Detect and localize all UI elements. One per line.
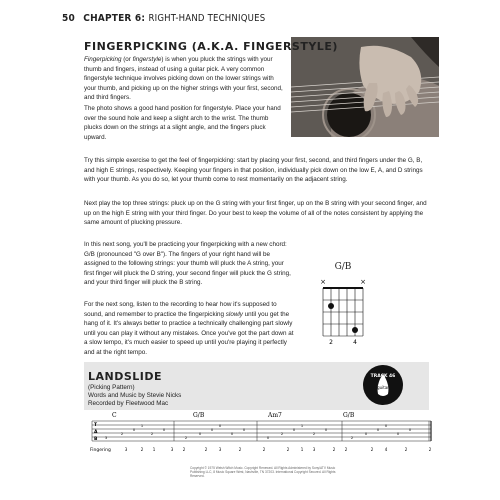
fingering-number: 2 <box>344 447 348 452</box>
term-fingerstyle: fingerstyle <box>132 56 162 63</box>
chord-dot-b-string <box>352 327 358 333</box>
practice-paragraph <box>84 300 294 358</box>
track-subtitle: guitar <box>377 385 389 390</box>
tab-chord-c: C <box>112 412 117 419</box>
svg-text:0: 0 <box>364 432 368 436</box>
svg-text:2: 2 <box>120 432 124 436</box>
tab-chord-am7: Am7 <box>268 412 282 419</box>
fingering-number: 3 <box>218 447 222 452</box>
photo-description-paragraph: The photo shows a good hand position for fingerstyle. Place your hand over the sound hole and keep a slight arch to the wrist. The thumb plucks down on the strings at a slight angle, and the fingers pluck upward. <box>84 105 281 141</box>
svg-text:2: 2 <box>280 432 284 436</box>
svg-text:B: B <box>94 437 98 442</box>
svg-text:0: 0 <box>198 432 202 436</box>
practice-emphasis: slowly <box>225 310 243 318</box>
chapter-label: CHAPTER 6: <box>83 13 146 24</box>
svg-text:0: 0 <box>292 428 296 432</box>
svg-text:2: 2 <box>150 432 154 436</box>
finger-number-2: 4 <box>353 339 357 346</box>
svg-text:0: 0 <box>210 428 214 432</box>
practice-text-b: until you get the hang of it. It's always better to practice a technically challenging part slowly until you can play it without any mistakes. Once you've got the part down at a slow tempo, it's much easier to speed up until you're playing it perfectly and at the right tempo. <box>84 310 294 356</box>
muted-string-low-e: × <box>320 278 326 286</box>
chord-grid <box>313 262 373 346</box>
fingering-number: 2 <box>404 447 408 452</box>
svg-text:0: 0 <box>162 428 166 432</box>
svg-text:0: 0 <box>132 428 136 432</box>
muted-string-high-e: × <box>360 278 366 286</box>
song-subtitle: (Picking Pattern) <box>88 384 135 391</box>
svg-text:0: 0 <box>242 428 246 432</box>
intro-paragraph <box>84 55 284 103</box>
section-title: FINGERPICKING (A.K.A. FINGERSTYLE) <box>84 40 338 53</box>
svg-text:0: 0 <box>384 424 388 428</box>
chord-dot-a-string <box>328 303 334 309</box>
fingering-number: 1 <box>152 447 156 452</box>
copyright-notice: Copyright © 1975 Welsh Witch Music. Copyright Renewed. All Rights Administered by Sony/ATV Music Publishing LLC, 8 Music Square West, Nashville, TN 37203. International Copyright Secured. All Rights Reserved. <box>190 466 336 478</box>
svg-text:0: 0 <box>396 432 400 436</box>
fingering-number: 4 <box>384 447 388 452</box>
svg-text:2: 2 <box>184 436 188 440</box>
song-title: LANDSLIDE <box>88 370 163 383</box>
fingering-number: 2 <box>286 447 290 452</box>
svg-text:0: 0 <box>408 428 412 432</box>
running-header <box>62 13 265 24</box>
fingering-number: 2 <box>370 447 374 452</box>
fingering-number: 2 <box>262 447 266 452</box>
page-number: 50 <box>62 13 75 24</box>
fingering-number: 1 <box>300 447 304 452</box>
finger-number-1: 2 <box>329 339 333 346</box>
track-icon <box>362 364 404 406</box>
fingering-number: 2 <box>238 447 242 452</box>
fingering-number: 3 <box>170 447 174 452</box>
svg-text:A: A <box>94 430 98 435</box>
practice-text-a: For the next song, listen to the recording to hear how it's supposed to sound, and remember to practice the fingerpicking <box>84 301 277 318</box>
chord-name: G/B <box>334 262 352 272</box>
song-recorded-by: Recorded by Fleetwood Mac <box>88 400 169 407</box>
svg-text:3: 3 <box>104 436 108 440</box>
fingering-number: 2 <box>204 447 208 452</box>
svg-text:0: 0 <box>376 428 380 432</box>
tab-staff <box>90 412 435 456</box>
svg-text:0: 0 <box>324 428 328 432</box>
intro-text-b: ) is when you pluck the strings with your thumb and fingers, instead of using a guitar pick. A very common fingerstyle technique involves picking down on the lower strings with your thumb, and picking up on the higher strings with your first, second, and third fingers. <box>84 56 283 102</box>
svg-text:0: 0 <box>230 432 234 436</box>
fingering-number: 3 <box>124 447 128 452</box>
svg-text:0: 0 <box>218 424 222 428</box>
song-credits <box>88 384 181 408</box>
svg-text:1: 1 <box>300 424 304 428</box>
fingering-number: 2 <box>332 447 336 452</box>
fingering-row <box>125 447 432 452</box>
fingering-number: 2 <box>182 447 186 452</box>
fingering-number: 2 <box>428 447 432 452</box>
svg-text:2: 2 <box>312 432 316 436</box>
tab-chord-gb-2: G/B <box>343 412 355 419</box>
intro-text-a: (or <box>121 56 133 63</box>
section-label: RIGHT-HAND TECHNIQUES <box>148 13 266 24</box>
tab-chord-gb-1: G/B <box>193 412 205 419</box>
svg-text:0: 0 <box>266 436 270 440</box>
fingering-number: 2 <box>140 447 144 452</box>
top-strings-paragraph: Next play the top three strings: pluck up on the G string with your first finger, up on the B string with your second finger, and up on the high E string with your third finger. Do your best to keep the volume of all of the notes consistent by applying the same amount of plucking pressure. <box>84 200 427 227</box>
track-number: TRACK 46 <box>370 374 396 379</box>
song-writer: Words and Music by Stevie Nicks <box>88 392 182 399</box>
exercise-paragraph: Try this simple exercise to get the feel of fingerpicking: start by placing your first, second, and third fingers under the G, B, and high E strings, respectively. Keeping your fingers in that position, individually pick down on the low E, A, and D strings with your thumb. As you do so, let your thumb come to rest momentarily on the adjacent string. <box>84 157 423 184</box>
svg-text:1: 1 <box>140 424 144 428</box>
chord-diagram <box>313 262 373 346</box>
svg-text:2: 2 <box>350 436 354 440</box>
fingering-label: Fingering <box>90 448 111 453</box>
svg-text:T: T <box>94 423 98 428</box>
new-chord-paragraph: In this next song, you'll be practicing your fingerpicking with a new chord: G/B (pronounced "G over B"). The fingers of your right hand will be assigned to the following strings: your thumb will pluck the A string, your first finger will pluck the D string, your second finger will pluck the G string, and your third finger will pluck the B string. <box>84 241 291 287</box>
term-fingerpicking: Fingerpicking <box>84 56 122 63</box>
fingering-number: 3 <box>312 447 316 452</box>
